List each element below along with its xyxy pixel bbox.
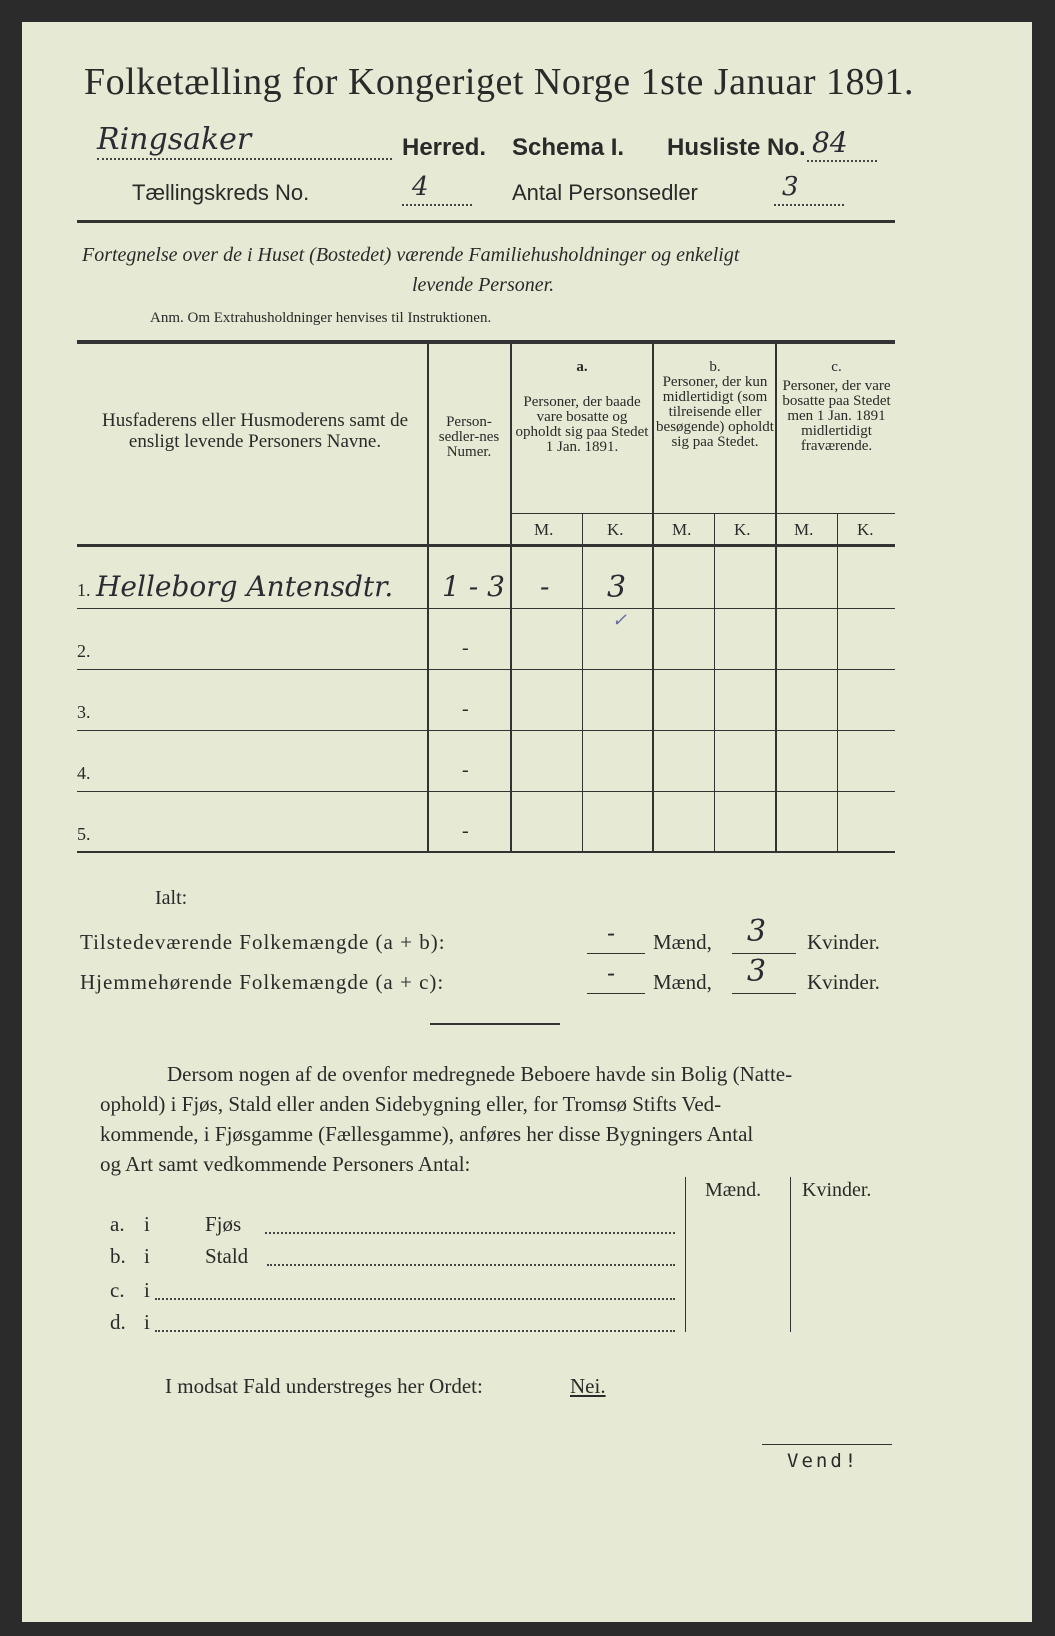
hjemme-kvinder-line (732, 993, 796, 994)
col-divider-4 (775, 344, 777, 852)
anm-note: Anm. Om Extrahusholdninger henvises til Instruktionen. (150, 310, 492, 326)
herred-dotline (97, 158, 392, 160)
table-bottom-rule (77, 851, 895, 853)
building-d-i: i (144, 1310, 150, 1334)
row-5-num: 5. (77, 824, 91, 844)
intro-line2: levende Personer. (412, 274, 555, 296)
building-a-name: Fjøs (205, 1212, 242, 1236)
building-b-i: i (144, 1244, 150, 1268)
col-b-header: Personer, der kun midlertidigt (som tilreisende eller besøgende) opholdt sig paa Stedet. (656, 374, 774, 450)
building-a-letter: a. (110, 1212, 125, 1236)
building-c-i: i (144, 1278, 150, 1302)
antal-dotline (774, 204, 844, 206)
a-m-label: M. (534, 520, 554, 539)
antal-value: 3 (782, 172, 799, 202)
tilstede-maend-label: Mænd, (653, 930, 712, 954)
kreds-label: Tællingskreds No. (132, 180, 310, 205)
row-1-a-k: 3 (607, 570, 627, 605)
paragraph-line1: Dersom nogen af de ovenfor medregnede Beboere havde sin Bolig (Natte- (167, 1062, 793, 1086)
hjemme-label: Hjemmehørende Folkemængde (a + c): (80, 970, 445, 994)
col-divider-1 (427, 344, 429, 852)
antal-label: Antal Personsedler (512, 180, 698, 205)
tilstede-label: Tilstedeværende Folkemængde (a + b): (80, 930, 446, 954)
herred-value: Ringsaker (97, 122, 252, 157)
paragraph-line3: kommende, i Fjøsgamme (Fællesgamme), anføres her disse Bygningers Antal (100, 1122, 754, 1146)
row-rule-4 (77, 791, 895, 792)
husliste-label: Husliste No. (667, 134, 806, 161)
row-1-sedler: 1 - 3 (442, 570, 505, 603)
herred-label: Herred. (402, 134, 487, 161)
row-rule-3 (77, 730, 895, 731)
col-a-letter: a. (576, 359, 588, 375)
vend-text: Vend! (787, 1450, 860, 1472)
form-title: Folketælling for Kongeriget Norge 1ste Januar 1891. (84, 61, 915, 103)
section-divider (430, 1023, 560, 1025)
husliste-dotline (807, 160, 877, 162)
schema-label: Schema I. (512, 134, 625, 161)
row-4-sedler: - (462, 759, 469, 781)
tilstede-kvinder-value: 3 (747, 914, 767, 949)
table-top-rule (77, 340, 895, 344)
buildings-maend-header: Mænd. (705, 1179, 762, 1201)
tilstede-maend-value: - (607, 919, 616, 947)
building-d-letter: d. (110, 1310, 126, 1334)
row-1-a-m: - (540, 570, 550, 603)
building-a-i: i (144, 1212, 150, 1236)
row-2-sedler: - (462, 637, 469, 659)
col-name-header: Husfaderens eller Husmoderens samt de ensligt levende Personers Navne. (101, 410, 408, 452)
intro-line1: Fortegnelse over de i Huset (Bostedet) værende Familiehusholdninger og enkeligt (82, 244, 740, 266)
col-divider-3 (652, 344, 654, 852)
a-k-label: K. (607, 520, 624, 539)
building-d-dotline (155, 1330, 675, 1332)
col-c-header: Personer, der vare bosatte paa Stedet men 1 Jan. 1891 midlertidigt fraværende. (782, 378, 891, 454)
col-a-header: Personer, der baade vare bosatte og opholdt sig paa Stedet 1 Jan. 1891. (515, 394, 649, 455)
row-2-num: 2. (77, 641, 91, 661)
col-divider-a-mk (582, 513, 583, 852)
row-rule-2 (77, 669, 895, 670)
buildings-kvinder-header: Kvinder. (802, 1179, 872, 1201)
paragraph-line4: og Art samt vedkommende Personers Antal: (100, 1152, 471, 1176)
paragraph-line2: ophold) i Fjøs, Stald eller anden Sidebygning eller, for Tromsø Stifts Ved- (100, 1092, 722, 1116)
hjemme-kvinder-value: 3 (747, 954, 767, 989)
kreds-dotline (402, 204, 472, 206)
building-c-letter: c. (110, 1278, 125, 1302)
census-form-page (22, 22, 1032, 1622)
kreds-value: 4 (412, 172, 429, 202)
row-1-name: Helleborg Antensdtr. (96, 570, 394, 603)
col-divider-2 (510, 344, 512, 852)
building-b-dotline (267, 1264, 675, 1266)
col-b-letter: b. (709, 359, 721, 375)
buildings-divider-1 (685, 1177, 686, 1332)
tilstede-kvinder-label: Kvinder. (807, 930, 880, 954)
building-c-dotline (155, 1298, 675, 1300)
ialt-label: Ialt: (155, 887, 188, 909)
hjemme-kvinder-label: Kvinder. (807, 970, 880, 994)
col-divider-c-mk (837, 513, 838, 852)
c-m-label: M. (794, 520, 814, 539)
hjemme-maend-line (587, 993, 645, 994)
row-rule-1 (77, 608, 895, 609)
building-b-name: Stald (205, 1244, 249, 1268)
b-m-label: M. (672, 520, 692, 539)
row-3-sedler: - (462, 698, 469, 720)
table-header-rule (77, 544, 895, 547)
hjemme-maend-value: - (607, 959, 616, 987)
header-rule (77, 220, 895, 223)
col-divider-b-mk (714, 513, 715, 852)
row-4-num: 4. (77, 763, 91, 783)
building-b-letter: b. (110, 1244, 126, 1268)
husliste-value: 84 (812, 126, 848, 159)
c-k-label: K. (857, 520, 874, 539)
b-k-label: K. (734, 520, 751, 539)
nei-word: Nei. (570, 1374, 606, 1398)
buildings-divider-2 (790, 1177, 791, 1332)
tilstede-maend-line (587, 953, 645, 954)
row-3-num: 3. (77, 702, 91, 722)
row-5-sedler: - (462, 820, 469, 842)
col-num-header: Person-sedler-nes Numer. (438, 414, 500, 460)
checkmark-icon: ✓ (612, 610, 628, 631)
row-1-num: 1. (77, 580, 91, 600)
vend-rule (762, 1444, 892, 1445)
col-c-letter: c. (831, 359, 842, 375)
building-a-dotline (265, 1232, 675, 1234)
hjemme-maend-label: Mænd, (653, 970, 712, 994)
modsat-text: I modsat Fald understreges her Ordet: (165, 1374, 483, 1398)
